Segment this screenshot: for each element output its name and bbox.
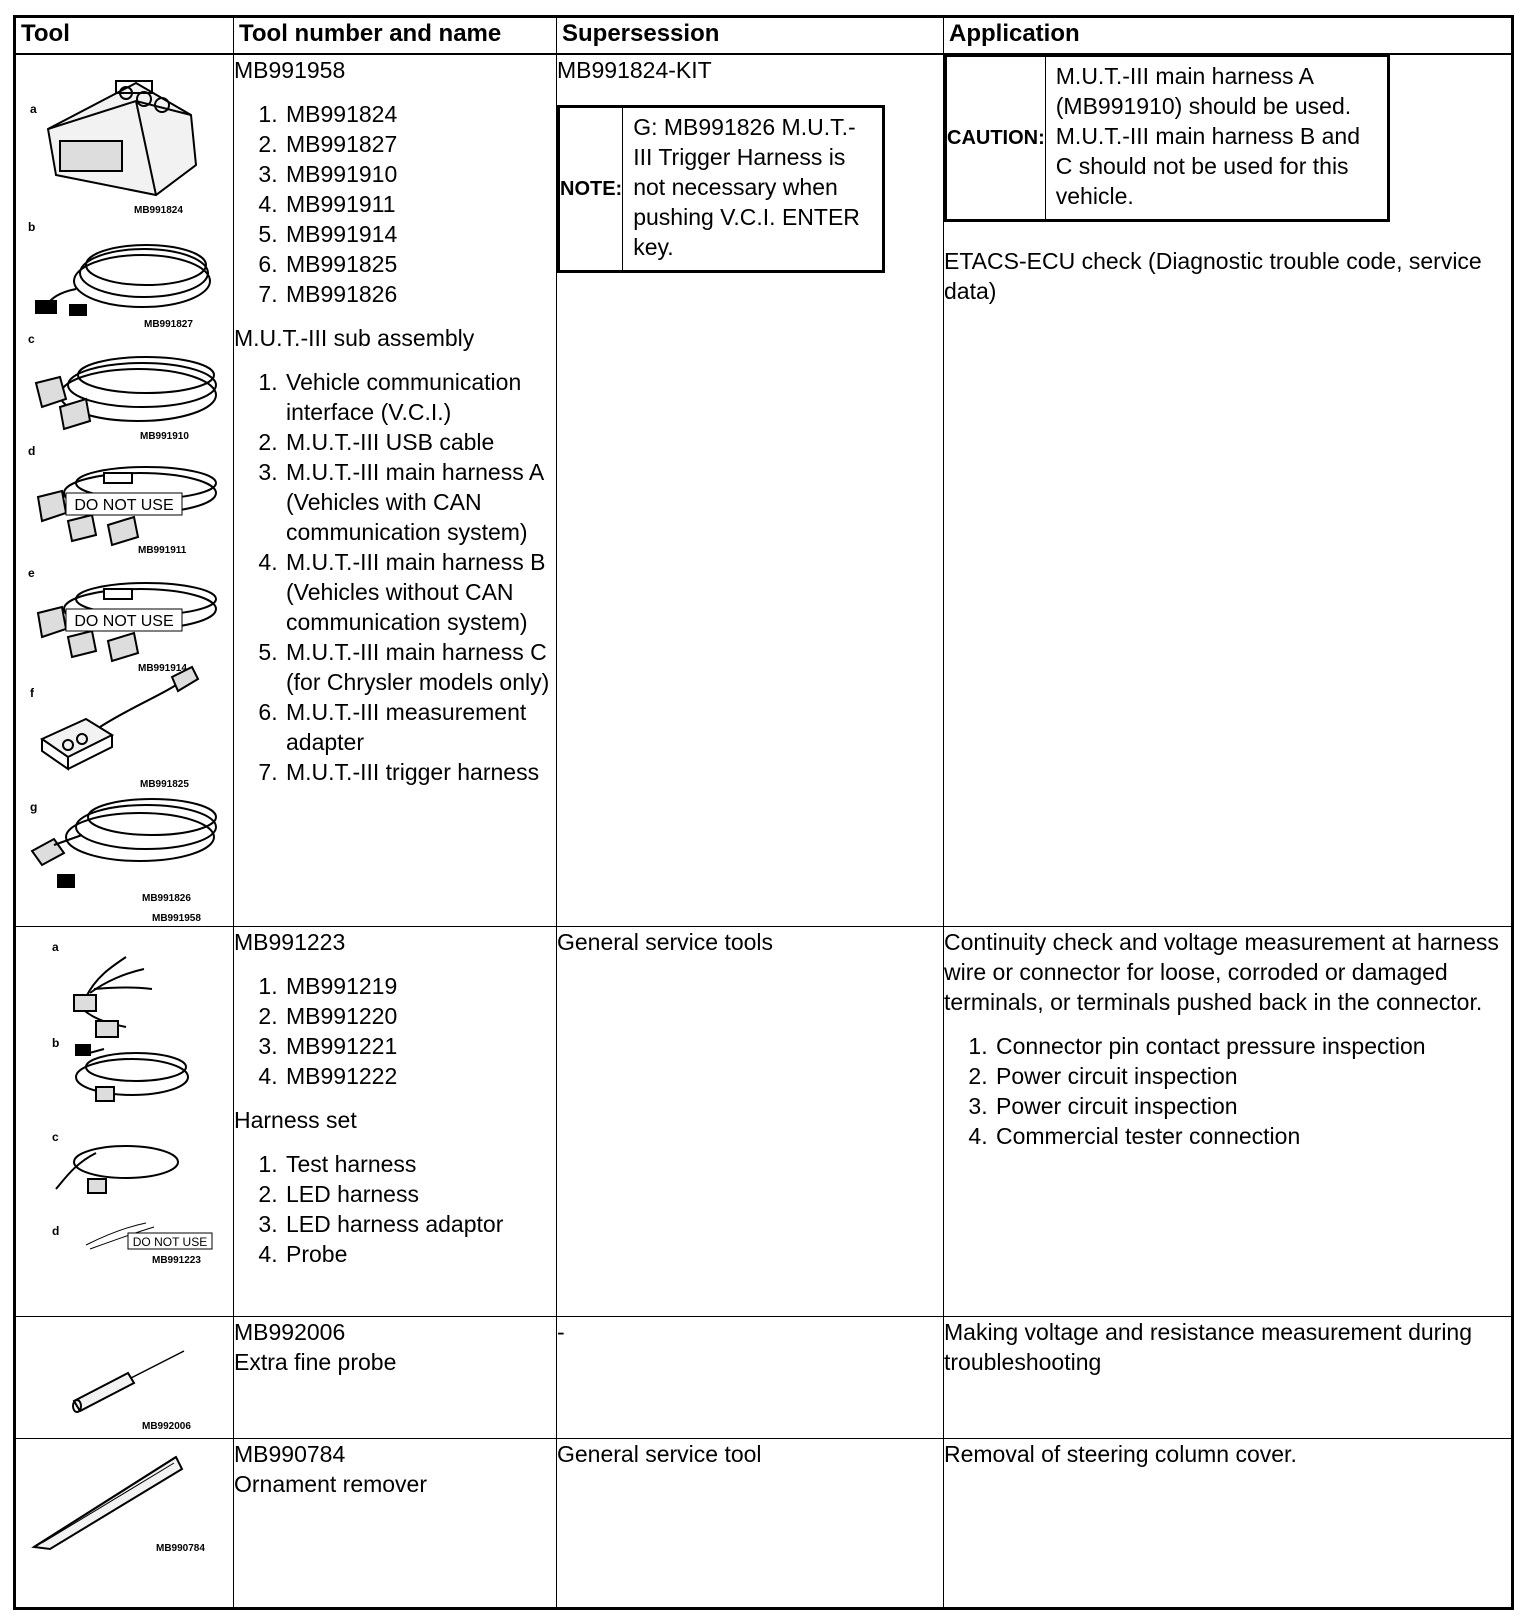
application-cell <box>944 1316 1513 1438</box>
supersession-value: MB991824-KIT <box>557 57 712 83</box>
application-text: Making voltage and resistance measurement during troubleshooting <box>944 1318 1473 1375</box>
tool-name: Extra fine probe <box>234 1348 397 1375</box>
do-not-use-stamp <box>66 609 182 631</box>
list-item: 6. MB991825 <box>284 249 556 279</box>
table-row <box>15 1438 1513 1609</box>
harness-set-illustration <box>16 927 230 1315</box>
harness-set-list <box>234 1149 556 1269</box>
ornament-remover-icon <box>34 1457 182 1549</box>
do-not-use-stamp <box>66 493 182 515</box>
note-box <box>557 105 885 273</box>
list-item: 4. Commercial tester connection <box>994 1121 1511 1151</box>
part-label: MB991223 <box>152 1254 201 1266</box>
figure-letter-d: d <box>28 444 36 458</box>
figure-letter-b: b <box>52 1035 60 1050</box>
tool-figure-cell <box>15 1316 234 1438</box>
figure-letter-f: f <box>30 686 34 700</box>
header-supersession: Supersession <box>557 17 944 55</box>
list-item: 4. M.U.T.-III main harness B (Vehicles without CAN communication system) <box>284 547 556 637</box>
note-label: NOTE: <box>560 108 623 270</box>
table-row <box>15 54 1513 926</box>
table-row <box>15 926 1513 1316</box>
list-item: 7. M.U.T.-III trigger harness <box>284 757 556 787</box>
figure-letter-g: g <box>30 800 38 814</box>
extra-fine-probe-icon <box>73 1351 184 1412</box>
tool-figure-cell <box>15 926 234 1316</box>
tool-number: MB991958 <box>234 57 346 83</box>
test-harness-icon <box>74 957 152 1037</box>
header-tool-number-and-name: Tool number and name <box>234 17 557 55</box>
application-text: Continuity check and voltage measurement at harness wire or connector for loose, corroded or damaged terminals, or terminals pushed back in the connector. <box>944 928 1499 1015</box>
figure-letter-b: b <box>28 220 36 234</box>
tool-number-cell <box>234 54 557 926</box>
vci-unit-icon <box>48 81 196 195</box>
special-tools-table <box>13 15 1514 1610</box>
part-label: MB991825 <box>140 779 189 790</box>
caution-text: M.U.T.-III main harness A (MB991910) should be used. M.U.T.-III main harness B and C should not be used for this vehicle. <box>1055 63 1360 209</box>
subassembly-title: M.U.T.-III sub assembly <box>234 325 475 351</box>
part-label: MB991914 <box>138 663 187 674</box>
list-item: 3. LED harness adaptor <box>284 1209 556 1239</box>
application-cell <box>944 54 1513 926</box>
list-item: 2. M.U.T.-III USB cable <box>284 427 556 457</box>
list-item: 1. Connector pin contact pressure inspection <box>994 1031 1511 1061</box>
list-item: 2. Power circuit inspection <box>994 1061 1511 1091</box>
led-harness-adaptor-icon <box>56 1146 178 1193</box>
tool-number: MB991223 <box>234 928 346 955</box>
supersession-cell <box>557 54 944 926</box>
table-row <box>15 1316 1513 1438</box>
part-label: MB991910 <box>140 431 189 442</box>
list-item: 5. MB991914 <box>284 219 556 249</box>
main-harness-a-icon <box>36 357 216 429</box>
tool-number-cell <box>234 926 557 1316</box>
application-cell <box>944 926 1513 1316</box>
led-harness-icon <box>76 1045 188 1101</box>
list-item: 4. MB991911 <box>284 189 556 219</box>
mut-iii-kit-illustration <box>16 55 230 925</box>
header-row <box>15 17 1513 55</box>
kit-parts-list <box>234 99 556 309</box>
list-item: 2. MB991827 <box>284 129 556 159</box>
part-label: MB990784 <box>156 1542 205 1554</box>
list-item: 3. M.U.T.-III main harness A (Vehicles with CAN communication system) <box>284 457 556 547</box>
supersession-value: General service tool <box>557 1440 762 1467</box>
figure-letter-c: c <box>52 1129 59 1144</box>
figure-letter-e: e <box>28 566 35 580</box>
supersession-value: General service tools <box>557 928 774 955</box>
figure-letter-a: a <box>30 102 37 116</box>
do-not-use-stamp <box>128 1233 212 1249</box>
list-item: 1. MB991219 <box>284 971 556 1001</box>
tool-figure-cell <box>15 1438 234 1609</box>
caution-label: CAUTION: <box>947 57 1046 219</box>
application-text: ETACS-ECU check (Diagnostic trouble code, service data) <box>944 248 1482 304</box>
list-item: 7. MB991826 <box>284 279 556 309</box>
tool-number: MB990784 <box>234 1440 346 1467</box>
supersession-cell <box>557 926 944 1316</box>
list-item: 1. MB991824 <box>284 99 556 129</box>
usb-cable-icon <box>36 245 210 315</box>
list-item: 1. Vehicle communication interface (V.C.I.) <box>284 367 556 427</box>
list-item: 2. MB991220 <box>284 1001 556 1031</box>
measurement-adapter-icon <box>42 667 198 769</box>
figure-letter-c: c <box>28 332 35 346</box>
list-item: 6. M.U.T.-III measurement adapter <box>284 697 556 757</box>
list-item: 3. Power circuit inspection <box>994 1091 1511 1121</box>
supersession-cell <box>557 1316 944 1438</box>
header-application: Application <box>944 17 1513 55</box>
note-text: G: MB991826 M.U.T.-III Trigger Harness is not necessary when pushing V.C.I. ENTER key. <box>633 114 860 260</box>
figure-letter-d: d <box>52 1223 60 1238</box>
header-tool: Tool <box>15 17 234 55</box>
part-label: MB991824 <box>134 205 183 216</box>
list-item: 2. LED harness <box>284 1179 556 1209</box>
harness-set-title: Harness set <box>234 1106 357 1133</box>
kit-parts-list <box>234 971 556 1091</box>
tool-number: MB992006 <box>234 1318 346 1345</box>
extra-fine-probe-illustration <box>16 1317 230 1437</box>
tool-number-cell <box>234 1316 557 1438</box>
caution-box <box>944 54 1390 222</box>
application-cell <box>944 1438 1513 1609</box>
supersession-cell <box>557 1438 944 1609</box>
application-list <box>944 1031 1511 1151</box>
part-label: MB991826 <box>142 893 191 904</box>
trigger-harness-icon <box>32 799 216 887</box>
application-text: Removal of steering column cover. <box>944 1440 1297 1467</box>
ornament-remover-illustration <box>16 1439 230 1565</box>
figure-letter-a: a <box>52 939 59 954</box>
list-item: 5. M.U.T.-III main harness C (for Chrysler models only) <box>284 637 556 697</box>
part-label: MB991958 <box>152 913 201 924</box>
list-item: 3. MB991910 <box>284 159 556 189</box>
list-item: 4. Probe <box>284 1239 556 1269</box>
list-item: 4. MB991222 <box>284 1061 556 1091</box>
subassembly-list <box>234 367 556 787</box>
svg-text:DO NOT USE: DO NOT USE <box>74 613 174 630</box>
part-label: MB991827 <box>144 319 193 330</box>
supersession-value: - <box>557 1318 565 1345</box>
list-item: 1. Test harness <box>284 1149 556 1179</box>
tool-number-cell <box>234 1438 557 1609</box>
list-item: 3. MB991221 <box>284 1031 556 1061</box>
tool-name: Ornament remover <box>234 1470 428 1497</box>
part-label: MB992006 <box>142 1420 191 1432</box>
part-label: MB991911 <box>138 545 187 556</box>
svg-text:DO NOT USE: DO NOT USE <box>132 1234 208 1249</box>
svg-text:DO NOT USE: DO NOT USE <box>74 497 174 514</box>
tool-figure-cell <box>15 54 234 926</box>
